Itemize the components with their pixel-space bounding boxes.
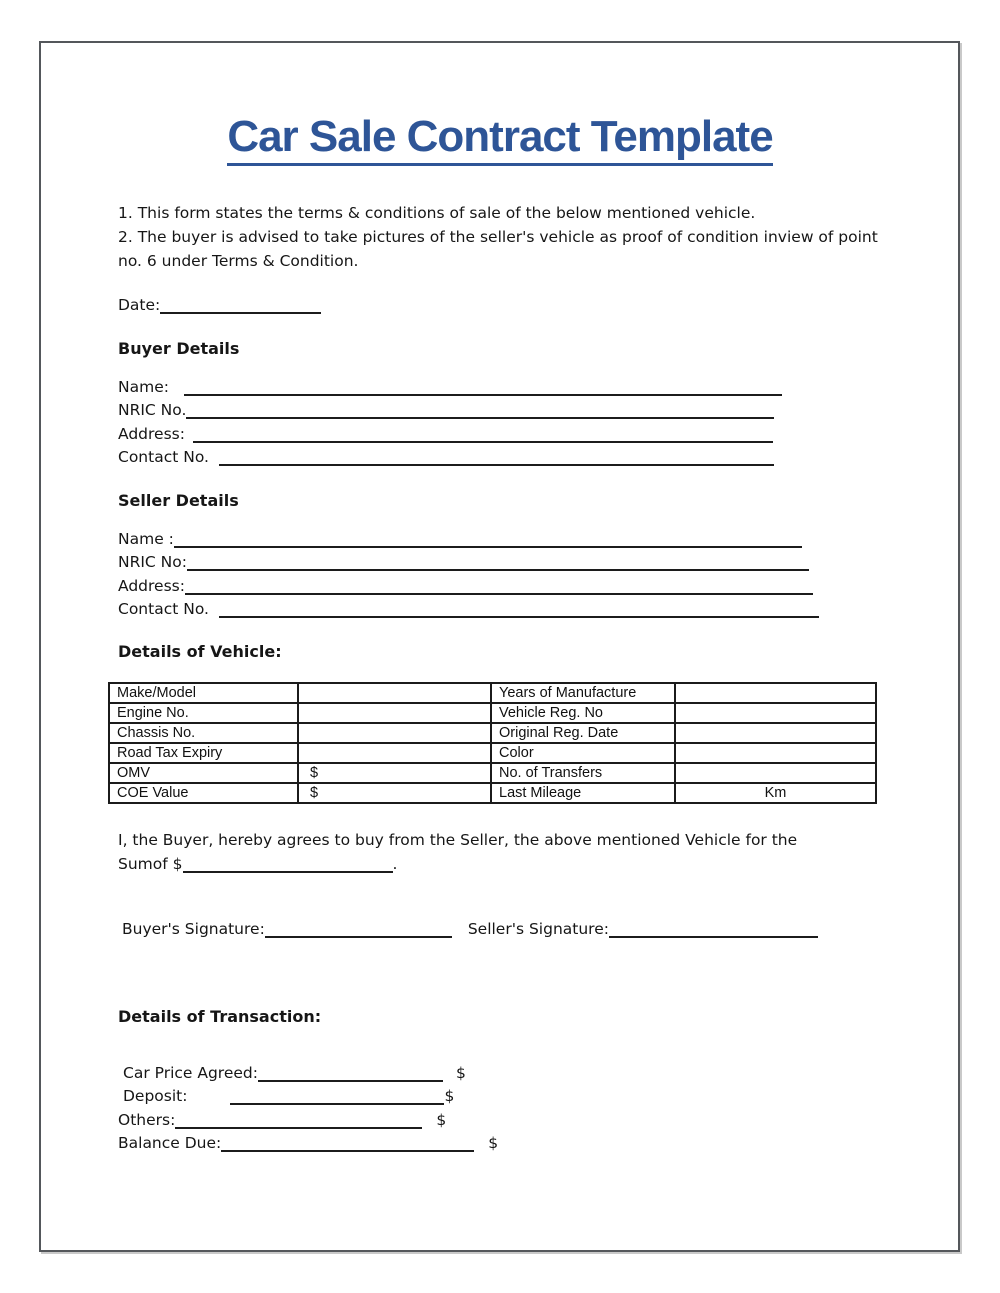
seller-details-fields [118, 528, 819, 622]
vehicle-details-heading: Details of Vehicle: [118, 642, 282, 661]
vehicle-coe-value: $ [298, 783, 491, 803]
buyer-signature-blank-line [265, 932, 452, 938]
buyer-address-label: Address: [118, 424, 185, 443]
vehicle-make-model-label: Make/Model [109, 683, 298, 703]
date-label: Date: [118, 296, 161, 314]
vehicle-road-tax-value [298, 743, 491, 763]
buyer-agreement [118, 828, 838, 876]
seller-name-label: Name : [118, 530, 174, 548]
balance-due-currency: $ [488, 1133, 499, 1152]
seller-nric-field [118, 551, 819, 574]
balance-due-blank-line [221, 1146, 474, 1152]
car-price-blank-line [258, 1076, 443, 1082]
date-blank-line [160, 308, 321, 314]
vehicle-color-label: Color [491, 743, 675, 763]
seller-nric-label: NRIC No: [118, 553, 187, 572]
deposit-label: Deposit: [123, 1087, 188, 1106]
table-row [109, 723, 876, 743]
vehicle-omv-value: $ [298, 763, 491, 783]
car-price-field [123, 1062, 498, 1085]
vehicle-orig-reg-date-label: Original Reg. Date [491, 723, 675, 743]
note-1: 1. This form states the terms & conditions of sale of the below mentioned vehicle. [118, 204, 756, 222]
vehicle-year-value [675, 683, 876, 703]
seller-address-field [118, 575, 819, 598]
buyer-name-label: Name: [118, 378, 169, 396]
balance-due-label: Balance Due: [118, 1133, 222, 1152]
buyer-contact-blank-line [219, 460, 774, 466]
intro-notes [118, 201, 890, 273]
deposit-currency: $ [444, 1087, 455, 1106]
seller-contact-label: Contact No. [118, 600, 209, 619]
seller-contact-field [118, 598, 819, 621]
seller-nric-blank-line [187, 565, 809, 571]
vehicle-coe-label: COE Value [109, 783, 298, 803]
vehicle-omv-label: OMV [109, 763, 298, 783]
seller-address-label: Address: [118, 576, 185, 595]
others-blank-line [175, 1123, 422, 1129]
vehicle-road-tax-label: Road Tax Expiry [109, 743, 298, 763]
table-row [109, 703, 876, 723]
buyer-nric-field [118, 399, 782, 422]
buyer-name-blank-line [184, 390, 782, 396]
buyer-name-field [118, 376, 782, 399]
transaction-details-heading: Details of Transaction: [118, 1007, 322, 1026]
buyer-signature-label: Buyer's Signature: [122, 920, 265, 938]
buyer-address-field [118, 423, 782, 446]
vehicle-chassis-label: Chassis No. [109, 723, 298, 743]
seller-contact-blank-line [219, 612, 819, 618]
agreement-sum-field [118, 852, 838, 876]
seller-address-blank-line [185, 589, 813, 595]
others-field [118, 1109, 498, 1132]
date-field [118, 296, 321, 314]
buyer-contact-label: Contact No. [118, 448, 209, 467]
vehicle-year-label: Years of Manufacture [491, 683, 675, 703]
agreement-text: I, the Buyer, hereby agrees to buy from the Seller, the above mentioned Vehicle for the [118, 831, 798, 849]
vehicle-reg-no-label: Vehicle Reg. No [491, 703, 675, 723]
vehicle-details-table [108, 682, 877, 804]
vehicle-mileage-unit: Km [675, 783, 876, 803]
page-title-text: Car Sale Contract Template [227, 112, 772, 166]
buyer-details-fields [118, 376, 782, 470]
vehicle-color-value [675, 743, 876, 763]
vehicle-reg-no-value [675, 703, 876, 723]
sum-blank-line [183, 867, 393, 873]
seller-name-field [118, 528, 819, 551]
table-row [109, 683, 876, 703]
seller-details-heading: Seller Details [118, 491, 239, 510]
signature-line [122, 920, 818, 938]
vehicle-engine-value [298, 703, 491, 723]
vehicle-orig-reg-date-value [675, 723, 876, 743]
seller-signature-blank-line [609, 932, 818, 938]
balance-due-field [118, 1132, 498, 1155]
buyer-contact-field [118, 446, 782, 469]
table-row [109, 763, 876, 783]
buyer-address-blank-line [193, 437, 773, 443]
car-price-currency: $ [455, 1064, 466, 1082]
vehicle-transfers-value [675, 763, 876, 783]
vehicle-mileage-label: Last Mileage [491, 783, 675, 803]
seller-signature-label: Seller's Signature: [467, 920, 609, 938]
vehicle-make-model-value [298, 683, 491, 703]
table-row [109, 743, 876, 763]
vehicle-engine-label: Engine No. [109, 703, 298, 723]
deposit-blank-line [230, 1099, 444, 1105]
vehicle-transfers-label: No. of Transfers [491, 763, 675, 783]
transaction-fields [118, 1062, 498, 1155]
sum-period: . [392, 855, 398, 873]
table-row [109, 783, 876, 803]
sum-label: Sumof $ [118, 855, 183, 873]
car-price-label: Car Price Agreed: [123, 1064, 258, 1082]
buyer-nric-blank-line [186, 413, 774, 419]
seller-name-blank-line [174, 542, 802, 548]
others-currency: $ [436, 1110, 447, 1129]
vehicle-chassis-value [298, 723, 491, 743]
deposit-field [123, 1085, 498, 1108]
note-2: 2. The buyer is advised to take pictures of the seller's vehicle as proof of condition inview of point no. 6 under Terms & Condition. [118, 228, 878, 270]
buyer-details-heading: Buyer Details [118, 339, 240, 358]
buyer-nric-label: NRIC No. [118, 401, 187, 420]
page-title [0, 112, 1000, 162]
others-label: Others: [118, 1110, 176, 1129]
